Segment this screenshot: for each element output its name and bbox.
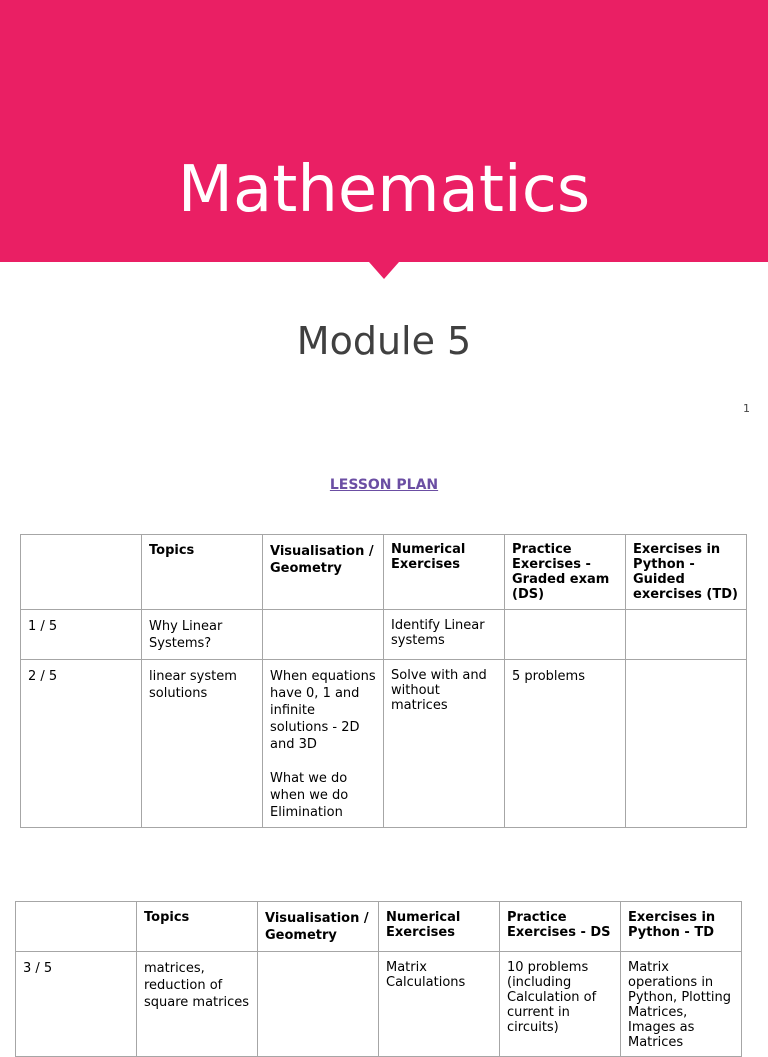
table-cell: linear system solutions bbox=[142, 660, 263, 828]
table-header-row bbox=[16, 902, 742, 952]
table-cell: 2 / 5 bbox=[21, 660, 142, 828]
table-row bbox=[21, 610, 747, 660]
banner-notch bbox=[369, 262, 399, 279]
table-cell bbox=[258, 952, 379, 1057]
table-header-cell: Numerical Exercises bbox=[384, 535, 505, 610]
table-header-cell: Visualisation / Geometry bbox=[263, 535, 384, 610]
table-header-row bbox=[21, 535, 747, 610]
table-header-cell: Practice Exercises - DS bbox=[500, 902, 621, 952]
table-cell: Solve with and without matrices bbox=[384, 660, 505, 828]
module-subtitle: Module 5 bbox=[296, 319, 472, 363]
table-cell bbox=[626, 610, 747, 660]
table-cell bbox=[263, 610, 384, 660]
lesson-plan-table-2 bbox=[15, 901, 742, 1057]
table-header-cell: Visualisation / Geometry bbox=[258, 902, 379, 952]
lesson-plan-table-1 bbox=[20, 534, 747, 828]
table-cell: Identify Linear systems bbox=[384, 610, 505, 660]
table-header-cell bbox=[21, 535, 142, 610]
table-cell: 1 / 5 bbox=[21, 610, 142, 660]
table-cell: matrices, reduction of square matrices bbox=[137, 952, 258, 1057]
table-cell: 3 / 5 bbox=[16, 952, 137, 1057]
table-header-cell: Numerical Exercises bbox=[379, 902, 500, 952]
table-cell: When equations have 0, 1 and infinite solutions - 2D and 3D What we do when we do Elimination bbox=[263, 660, 384, 828]
table-header-cell: Exercises in Python - TD bbox=[621, 902, 742, 952]
table-cell: Matrix Calculations bbox=[379, 952, 500, 1057]
table-header-cell: Topics bbox=[137, 902, 258, 952]
table-row bbox=[16, 952, 742, 1057]
table-row bbox=[21, 660, 747, 828]
table-cell: 10 problems (including Calculation of current in circuits) bbox=[500, 952, 621, 1057]
table-cell: Matrix operations in Python, Plotting Matrices, Images as Matrices bbox=[621, 952, 742, 1057]
table-cell: Why Linear Systems? bbox=[142, 610, 263, 660]
table-header-cell: Practice Exercises - Graded exam (DS) bbox=[505, 535, 626, 610]
table-cell: 5 problems bbox=[505, 660, 626, 828]
page-title: Mathematics bbox=[177, 153, 591, 227]
page-number: 1 bbox=[743, 402, 750, 415]
table-header-cell: Topics bbox=[142, 535, 263, 610]
table-cell bbox=[626, 660, 747, 828]
table-header-cell bbox=[16, 902, 137, 952]
lesson-plan-heading[interactable]: LESSON PLAN bbox=[329, 477, 439, 493]
table-header-cell: Exercises in Python - Guided exercises (TD) bbox=[626, 535, 747, 610]
table-cell bbox=[505, 610, 626, 660]
